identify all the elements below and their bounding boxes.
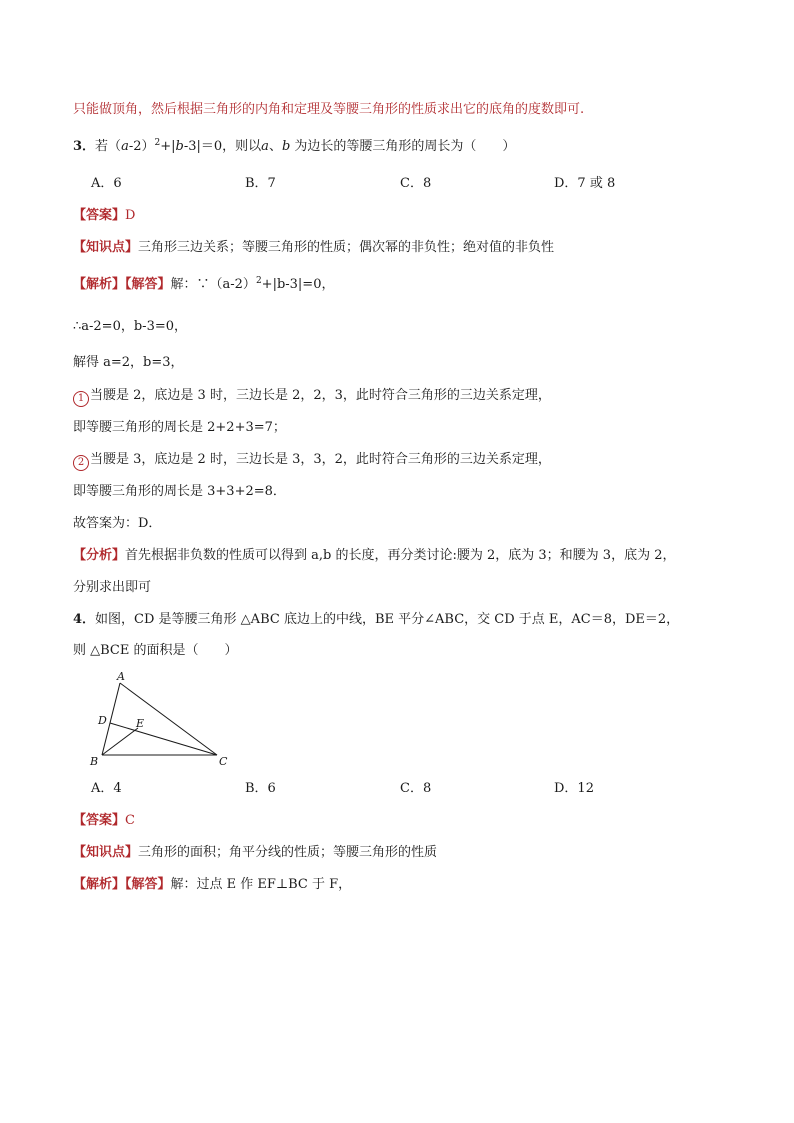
case-text: 当腰是 3，底边是 2 时，三边长是 3，3，2，此时符合三角形的三边关系定理， [90,452,551,467]
q3-knowledge [73,239,554,257]
q3-fenxi-2: 分别求出即可 [73,580,152,595]
q4-option-b: B．6 [245,781,276,796]
q3-conclusion: 故答案为：D． [73,516,162,531]
segment-cd [110,723,217,755]
analysis-tag: 【解析】【解答】 [73,277,171,292]
q3-fenxi [73,547,675,565]
answer-tag: 【答案】 [73,813,126,828]
q3-case-1 [73,387,551,407]
fenxi-text: 首先根据非负数的性质可以得到 a,b 的长度，再分类讨论:腰为 2，底为 3；和腰为 3，底为 2， [125,548,676,563]
case-text: 当腰是 2，底边是 3 时，三边长是 2，2，3，此时符合三角形的三边关系定理， [90,388,551,403]
q3-stem [73,138,515,156]
q4-knowledge [73,844,437,862]
intro-text: 只能做顶角，然后根据三角形的内角和定理及等腰三角形的性质求出它的底角的度数即可. [73,102,585,117]
q3-option-b: B．7 [245,176,276,191]
q3-case-1-result: 即等腰三角形的周长是 2+2+3=7； [73,420,286,435]
analysis-text: 解：过点 E 作 EF⊥BC 于 F， [170,877,352,892]
triangle-figure [85,668,245,772]
answer-value: D [125,208,136,223]
q3-analysis-2: ∴a-2=0，b-3=0， [73,319,187,334]
q4-option-d: D．12 [554,781,594,796]
q3-answer [73,207,135,225]
analysis-text: 解：∵（a-2） [170,277,256,292]
q3-var-b: b [281,139,291,154]
q4-option-c: C．8 [400,781,432,796]
knowledge-tag: 【知识点】 [73,240,139,255]
q3-number: 3． [73,139,96,154]
knowledge-tag: 【知识点】 [73,845,139,860]
label-c: C [219,755,228,768]
analysis-exponent: 2 [255,276,262,286]
q3-option-c: C．8 [400,176,432,191]
q3-stem-part: 若（ [95,139,122,154]
circled-number-2: 2 [73,455,89,471]
circled-number-1: 1 [73,391,89,407]
q3-var-b: b [175,139,184,154]
q3-var-a: a [261,139,269,154]
q4-option-a: A．4 [91,781,122,796]
fenxi-tag: 【分析】 [73,548,126,563]
q3-stem-part: 为边长的等腰三角形的周长为（ ） [290,139,516,154]
q4-stem-2: 则 △BCE 的面积是（ ） [73,643,238,658]
segment-ac [120,683,217,755]
answer-value: C [125,813,135,828]
q3-option-a: A．6 [91,176,122,191]
q3-analysis-3: 解得 a=2，b=3， [73,355,184,370]
knowledge-text: 三角形三边关系；等腰三角形的性质；偶次幂的非负性；绝对值的非负性 [138,240,555,255]
label-b: B [90,755,99,768]
q3-stem-part: -2） [128,139,155,154]
analysis-text: +|b-3|=0， [261,277,335,292]
q4-stem-text: 如图，CD 是等腰三角形 △ABC 底边上的中线，BE 平分∠ABC，交 CD 于点 E，AC＝8，DE＝2， [95,612,680,627]
label-e: E [136,717,145,730]
knowledge-text: 三角形的面积；角平分线的性质；等腰三角形的性质 [138,845,438,860]
analysis-tag: 【解析】【解答】 [73,877,171,892]
answer-tag: 【答案】 [73,208,126,223]
q3-exponent: 2 [154,138,161,148]
q3-stem-part: +| [160,139,176,154]
q4-number: 4． [73,612,96,627]
q3-analysis-1 [73,276,334,294]
q4-analysis-1 [73,876,351,894]
q3-stem-part: -3|＝0，则以 [183,139,262,154]
label-d: D [98,714,107,727]
q4-stem-1 [73,611,679,629]
q3-stem-part: 、 [268,139,282,154]
q3-case-2-result: 即等腰三角形的周长是 3+3+2=8． [73,484,286,499]
q4-answer [73,812,135,830]
q3-var-a: a [121,139,129,154]
label-a: A [117,670,125,683]
q3-option-d: D．7 或 8 [554,176,616,191]
q3-case-2 [73,451,551,471]
